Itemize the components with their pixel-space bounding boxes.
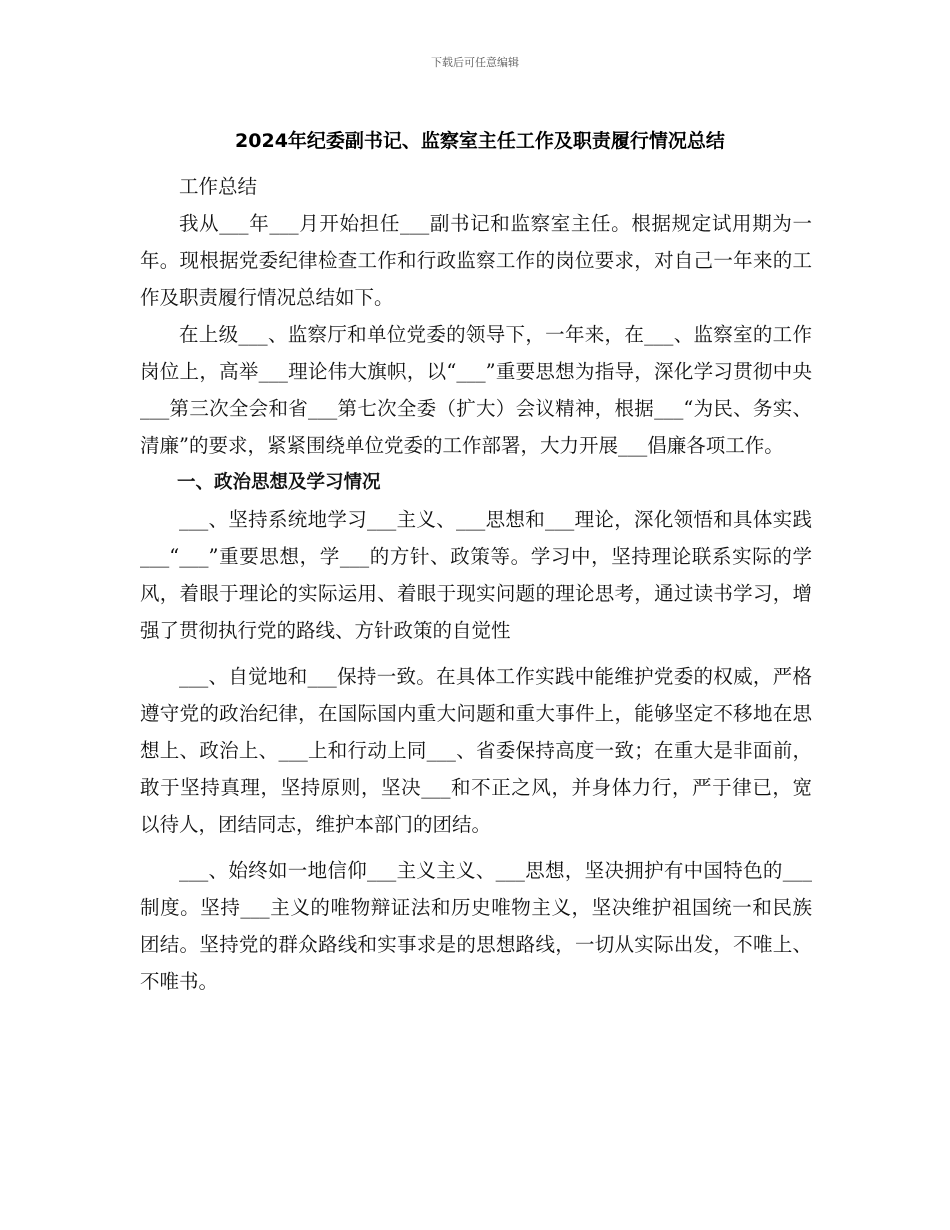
document-body [140,168,812,1000]
paragraph-study: ___、坚持系统地学习___主义、___思想和___理论，深化领悟和具体实践___“___”重要思想，学___的方针、政策等。学习中，坚持理论联系实际的学风，着眼于理论的实际运用、着眼于现实问题的理论思考，通过读书学习，增强了贯彻执行党的路线、方针政策的自觉性 [140,508,812,642]
section-heading-1: 一、政治思想及学习情况 [177,472,381,493]
paragraph-intro: 我从___年___月开始担任___副书记和监察室主任。根据规定试用期为一年。现根据党委纪律检查工作和行政监察工作的岗位要求，对自己一年来的工作及职责履行情况总结如下。 [140,212,812,309]
paragraph-overview: 在上级___、监察厅和单位党委的领导下，一年来，在___、监察室的工作岗位上，高举___理论伟大旗帜，以“___”重要思想为指导，深化学习贯彻中央___第三次全会和省___第七次全委（扩大）会议精神，根据___“为民、务实、清廉”的要求，紧紧围绕单位党委的工作部署，大力开展___倡廉各项工作。 [140,323,812,457]
paragraph-belief: ___、始终如一地信仰___主义主义、___思想，坚决拥护有中国特色的___制度。坚持___主义的唯物辩证法和历史唯物主义，坚决维护祖国统一和民族团结。坚持党的群众路线和实事求是的思想路线，一切从实际出发，不唯上、不唯书。 [140,859,812,993]
header-note: 下载后可任意编辑 [431,56,519,69]
paragraph-consistency: ___、自觉地和___保持一致。在具体工作实践中能维护党委的权威，严格遵守党的政治纪律，在国际国内重大问题和重大事件上，能够坚定不移地在思想上、政治上、___上和行动上同___、省委保持高度一致；在重大是非面前，敢于坚持真理，坚持原则，坚决___和不正之风，并身体力行，严于律已，宽以待人，团结同志，维护本部门的团结。 [140,665,812,836]
section-label: 工作总结 [179,175,258,198]
document-title: 2024年纪委副书记、监察室主任工作及职责履行情况总结 [235,130,725,152]
